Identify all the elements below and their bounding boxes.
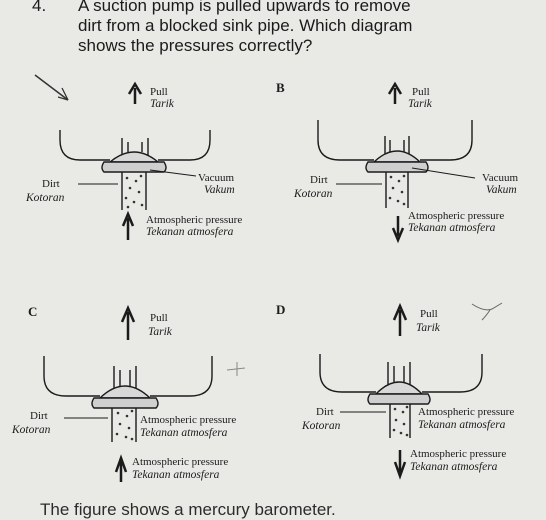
question-text — [78, 0, 528, 56]
bottom-pressure-label: Atmospheric pressure — [410, 448, 507, 460]
question-line-1: A suction pump is pulled upwards to remove — [78, 0, 411, 15]
diagram-a[interactable] — [0, 80, 270, 250]
pull-label-ms: Tarik — [148, 326, 172, 338]
diagram-b[interactable] — [270, 80, 546, 250]
side-pressure-label-ms: Tekanan atmosfera — [418, 419, 506, 431]
pull-label-ms: Tarik — [408, 98, 432, 110]
dirt-label-ms: Kotoran — [302, 420, 341, 432]
bottom-pressure-label-ms: Tekanan atmosfera — [132, 469, 220, 481]
bottom-pressure-label-ms: Tekanan atmosfera — [146, 226, 234, 238]
dirt-label-ms: Kotoran — [12, 424, 51, 436]
dirt-label: Dirt — [310, 174, 328, 186]
side-pressure-label-ms: Tekanan atmosfera — [140, 427, 228, 439]
question-line-3: shows the pressures correctly? — [78, 36, 313, 55]
pull-label: Pull — [412, 86, 430, 98]
diagram-c[interactable] — [0, 300, 270, 495]
diagram-d[interactable] — [270, 300, 546, 495]
bottom-pressure-label: Atmospheric pressure — [408, 210, 505, 222]
option-letter: D — [276, 302, 286, 317]
side-pressure-label: Vacuum — [198, 172, 235, 184]
pull-label-ms: Tarik — [150, 98, 174, 110]
dirt-label-ms: Kotoran — [26, 192, 65, 204]
dirt-label: Dirt — [30, 410, 48, 422]
pull-label: Pull — [420, 308, 438, 320]
bottom-pressure-label-ms: Tekanan atmosfera — [408, 222, 496, 234]
plunger-drawing — [270, 300, 546, 495]
dirt-label-ms: Kotoran — [294, 188, 333, 200]
dirt-label: Dirt — [316, 406, 334, 418]
side-pressure-label: Atmospheric pressure — [140, 414, 237, 426]
pull-label-ms: Tarik — [416, 322, 440, 334]
bottom-pressure-label: Atmospheric pressure — [132, 456, 229, 468]
side-pressure-label: Atmospheric pressure — [418, 406, 515, 418]
option-letter: B — [276, 80, 285, 95]
dirt-label: Dirt — [42, 178, 60, 190]
next-question-text: The figure shows a mercury barometer. — [40, 500, 336, 519]
question-number: 4. — [32, 0, 47, 15]
pull-label: Pull — [150, 312, 168, 324]
pull-label: Pull — [150, 86, 168, 98]
side-pressure-label-ms: Vakum — [486, 184, 517, 196]
option-letter: C — [28, 304, 38, 319]
bottom-pressure-label-ms: Tekanan atmosfera — [410, 461, 498, 473]
bottom-pressure-label: Atmospheric pressure — [146, 214, 243, 226]
question-line-2: dirt from a blocked sink pipe. Which diagram — [78, 16, 413, 35]
side-pressure-label-ms: Vakum — [204, 184, 235, 196]
side-pressure-label: Vacuum — [482, 172, 519, 184]
